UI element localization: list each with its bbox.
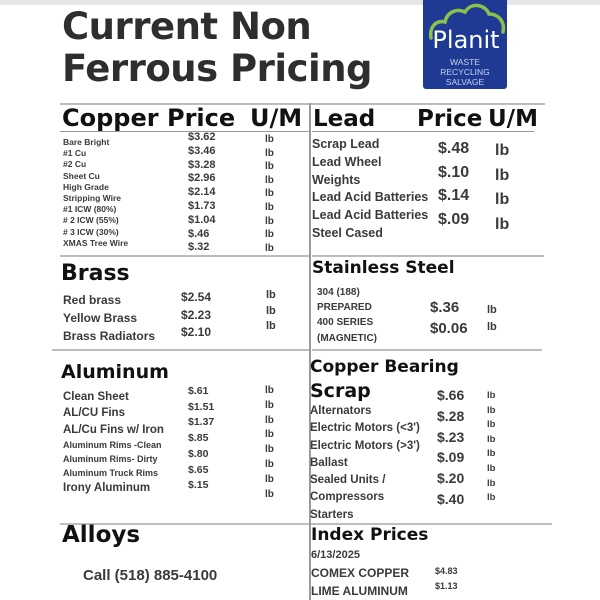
stainless-item: PREPARED: [317, 302, 372, 314]
stainless-unit-list: [487, 302, 497, 336]
copper-bearing-item: Electric Motors (>3'): [310, 439, 420, 452]
logo-line-2: RECYCLING: [440, 67, 490, 77]
stainless-unit: lb: [487, 321, 497, 333]
index-prices-heading: Index Prices: [311, 525, 429, 545]
aluminum-unit-list: [265, 384, 274, 502]
lead-price-header: Price: [417, 106, 483, 132]
index-item: LIME ALUMINUM: [311, 584, 408, 598]
brass-item: Brass Radiators: [63, 329, 156, 343]
copper-heading: Copper: [62, 104, 159, 132]
lead-unit: lb: [495, 191, 510, 208]
copper-bearing-item: Sealed Units /: [310, 474, 386, 487]
copper-item: #1 ICW (80%): [63, 204, 117, 215]
aluminum-heading: Aluminum: [61, 361, 169, 383]
copper-unit: lb: [265, 201, 274, 213]
copper-bearing-unit: lb: [487, 492, 496, 504]
copper-bearing-unit: lb: [487, 477, 496, 489]
lead-price: $.14: [438, 187, 470, 204]
copper-price: $1.73: [188, 199, 216, 212]
aluminum-item: Irony Aluminum: [63, 482, 151, 495]
copper-price: $.32: [188, 241, 210, 254]
copper-unit: lb: [265, 188, 274, 200]
brass-unit: lb: [266, 289, 276, 301]
copper-bearing-price: $.09: [437, 449, 465, 466]
aluminum-unit: lb: [265, 385, 274, 396]
copper-price: $.46: [188, 227, 210, 240]
copper-bearing-price: $.20: [437, 470, 465, 487]
title-line-2: Ferrous Pricing: [62, 47, 373, 90]
aluminum-item: Aluminum Rims -Clean: [63, 440, 162, 451]
copper-item: Bare Bright: [63, 137, 110, 147]
copper-um-header: U/M: [250, 104, 303, 132]
copper-item: Stripping Wire: [63, 193, 122, 204]
aluminum-price: $.80: [188, 447, 209, 460]
brass-unit-list: [266, 288, 276, 335]
alloys-heading: Alloys: [62, 522, 141, 548]
copper-price-header: Price: [167, 104, 236, 132]
aluminum-unit: lb: [265, 473, 274, 485]
aluminum-unit: lb: [265, 488, 274, 500]
copper-bearing-heading-line-2: Scrap: [310, 380, 371, 402]
brass-price: $2.23: [181, 307, 212, 322]
copper-bearing-unit: lb: [487, 462, 496, 474]
lead-unit: lb: [495, 166, 510, 184]
lead-item: Lead Acid Batteries: [312, 190, 429, 205]
aluminum-item: AL/CU Fins: [63, 407, 125, 420]
lead-price-list: [438, 137, 469, 231]
call-phone-link[interactable]: Call (518) 885-4100: [83, 567, 218, 584]
aluminum-price-list: [188, 384, 214, 494]
aluminum-price: $.61: [188, 385, 209, 397]
copper-bearing-price: $.66: [437, 387, 465, 403]
copper-price: $3.46: [188, 144, 216, 157]
aluminum-price: $.15: [188, 479, 209, 492]
stainless-heading: Stainless Steel: [312, 258, 455, 278]
copper-unit: lb: [265, 134, 274, 145]
aluminum-unit: lb: [265, 458, 274, 470]
logo-line-3: SALVAGE: [445, 77, 485, 87]
brass-unit: lb: [266, 304, 276, 317]
aluminum-unit: lb: [265, 444, 274, 456]
brass-price: $2.54: [181, 290, 212, 304]
copper-bearing-item-list: [310, 403, 420, 524]
copper-bearing-unit: lb: [487, 419, 496, 431]
aluminum-item: Aluminum Truck Rims: [63, 468, 159, 479]
copper-item: #2 Cu: [63, 159, 87, 170]
copper-item: XMAS Tree Wire: [63, 237, 129, 248]
copper-unit: lb: [265, 215, 274, 227]
brass-item: Red brass: [63, 293, 122, 307]
lead-item: Weights: [312, 172, 361, 187]
logo-line-1: WASTE: [450, 57, 480, 67]
lead-heading: Lead: [313, 106, 376, 132]
aluminum-item-list: [63, 389, 164, 497]
copper-bearing-price: $.28: [437, 407, 465, 424]
planit-logo: [423, 0, 507, 89]
lead-item: Lead Acid Batteries: [312, 208, 429, 223]
stainless-item: 400 SERIES: [317, 317, 374, 329]
aluminum-price: $.85: [188, 432, 209, 445]
aluminum-item: AL/Cu Fins w/ Iron: [63, 423, 164, 436]
copper-bearing-price: $.23: [437, 428, 465, 445]
copper-price: $3.62: [188, 131, 216, 143]
aluminum-item: Clean Sheet: [63, 391, 129, 403]
lead-unit: lb: [495, 142, 510, 159]
copper-bearing-item: Compressors: [310, 491, 385, 504]
copper-item: # 3 ICW (30%): [63, 226, 119, 237]
copper-item: High Grade: [63, 181, 109, 192]
copper-unit: lb: [265, 174, 274, 186]
copper-unit: lb: [265, 242, 274, 254]
copper-bearing-item: Starters: [310, 508, 354, 521]
lead-price: $.10: [438, 163, 470, 181]
index-prices-date: 6/13/2025: [311, 549, 360, 561]
stainless-item: 304 (188): [317, 287, 360, 298]
copper-item: # 2 ICW (55%): [63, 215, 119, 226]
copper-bearing-unit-list: [487, 389, 495, 506]
aluminum-unit: lb: [265, 414, 274, 426]
brass-heading: Brass: [61, 261, 130, 286]
index-item: COMEX COPPER: [311, 566, 410, 580]
stainless-item-list: [317, 285, 377, 346]
brass-item: Yellow Brass: [63, 311, 138, 325]
lead-item: Lead Wheel: [312, 154, 382, 169]
brass-price: $2.10: [181, 325, 212, 339]
aluminum-item: Aluminum Rims- Dirty: [63, 454, 158, 465]
aluminum-unit: lb: [265, 399, 274, 411]
copper-bearing-unit: lb: [487, 433, 496, 445]
stainless-price: $.36: [430, 299, 460, 316]
copper-unit: lb: [265, 161, 274, 173]
copper-bearing-unit: lb: [487, 390, 496, 401]
lead-um-header: U/M: [488, 106, 538, 132]
copper-price: $2.14: [188, 186, 216, 199]
logo-wordmark: Planit: [432, 26, 500, 54]
copper-price-list: [188, 131, 216, 255]
copper-bearing-unit: lb: [487, 448, 496, 460]
stainless-unit: lb: [487, 304, 497, 316]
lead-item: Steel Cased: [312, 225, 383, 240]
copper-price: $2.96: [188, 172, 216, 185]
lead-unit-list: [495, 139, 509, 237]
copper-bearing-heading-line-1: Copper Bearing: [310, 357, 459, 377]
lead-price: $.09: [438, 210, 470, 228]
stainless-price: $0.06: [430, 320, 468, 337]
brass-unit: lb: [266, 320, 276, 332]
copper-item-list: [63, 137, 128, 249]
page-title: [62, 6, 372, 90]
copper-unit-list: [265, 133, 274, 255]
lead-item-list: [312, 136, 428, 243]
divider-lead-bottom: [312, 255, 544, 257]
copper-unit: lb: [265, 147, 274, 159]
brass-item-list: [63, 291, 155, 345]
copper-bearing-item: Alternators: [310, 405, 372, 417]
aluminum-price: $1.37: [188, 416, 215, 429]
index-price: $1.13: [435, 581, 458, 591]
divider-brass-bottom: [52, 349, 310, 351]
lead-price: $.48: [438, 140, 470, 157]
title-line-1: Current Non: [62, 5, 312, 48]
stainless-item: (MAGNETIC): [317, 332, 377, 344]
divider-stainless-bottom: [312, 349, 542, 351]
index-price: $4.83: [435, 566, 458, 576]
copper-item: #1 Cu: [63, 148, 87, 159]
copper-bearing-item: Ballast: [310, 456, 348, 469]
aluminum-price: $1.51: [188, 400, 215, 413]
copper-item: Sheet Cu: [63, 170, 100, 181]
copper-bearing-price-list: [437, 385, 464, 510]
copper-price: $1.04: [188, 213, 216, 226]
copper-bearing-price: $.40: [437, 490, 465, 507]
copper-bearing-item: Electric Motors (<3'): [310, 422, 420, 435]
aluminum-price: $.65: [188, 463, 209, 476]
copper-price: $3.28: [188, 158, 216, 171]
brass-price-list: [181, 289, 211, 342]
copper-unit: lb: [265, 229, 274, 241]
stainless-price-list: [430, 297, 468, 339]
copper-bearing-unit: lb: [487, 404, 496, 416]
lead-unit: lb: [495, 215, 510, 233]
aluminum-unit: lb: [265, 429, 274, 441]
lead-item: Scrap Lead: [312, 137, 380, 151]
